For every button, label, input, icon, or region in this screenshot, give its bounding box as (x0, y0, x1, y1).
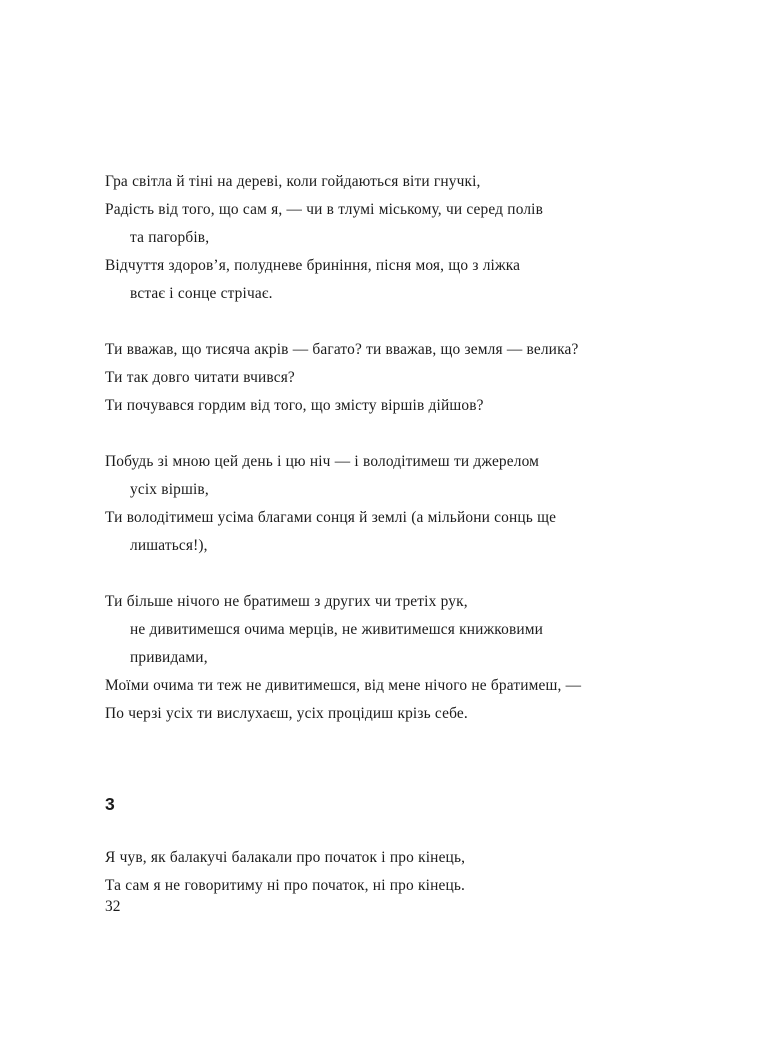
poem-line: усіх віршів, (130, 481, 209, 498)
poem-line: Ти почувався гордим від того, що змісту віршів дійшов? (105, 397, 484, 414)
poem-line: привидами, (130, 649, 208, 666)
poem-line: Та сам я не говоритиму ні про початок, ні про кінець. (105, 877, 466, 894)
page-number: 32 (105, 898, 121, 915)
poem-line: не дивитимешся очима мерців, не живитимешся книжковими (130, 621, 544, 638)
poem-line: та пагорбів, (130, 229, 210, 246)
stanza (105, 448, 690, 560)
poem-line: Ти володітимеш усіма благами сонця й землі (а мільйони сонць ще (105, 509, 557, 526)
poem-line: лишаться!), (130, 537, 208, 554)
poem-line: Ти більше нічого не братимеш з других чи третіх рук, (105, 593, 468, 610)
stanza (105, 844, 690, 900)
poem-line: По черзі усіх ти вислухаєш, усіх процідиш крізь себе. (105, 705, 468, 722)
section-number-heading: 3 (105, 794, 115, 814)
poem-line: Я чув, як балакучі балакали про початок і про кінець, (105, 849, 466, 866)
poem-line: Радість від того, що сам я, — чи в тлумі міському, чи серед полів (105, 201, 544, 218)
stanza (105, 168, 690, 308)
poem-line: Моїми очима ти теж не дивитимешся, від мене нічого не братимеш, — (105, 677, 582, 694)
poem-line: Відчуття здоров’я, полудневе бриніння, пісня моя, що з ліжка (105, 257, 521, 274)
stanza (105, 336, 690, 420)
poem-line: Ти вважав, що тисяча акрів — багато? ти вважав, що земля — велика? (105, 341, 579, 358)
poem-line: Побудь зі мною цей день і цю ніч — і володітимеш ти джерелом (105, 453, 540, 470)
poem-line: встає і сонце стрічає. (130, 285, 273, 302)
poem-line: Гра світла й тіні на дереві, коли гойдаються віти гнучкі, (105, 173, 481, 190)
section-spacer-above (105, 756, 690, 790)
section-spacer-below (105, 818, 690, 844)
poem-body (105, 168, 690, 900)
stanza (105, 588, 690, 728)
poem-line: Ти так довго читати вчився? (105, 369, 295, 386)
